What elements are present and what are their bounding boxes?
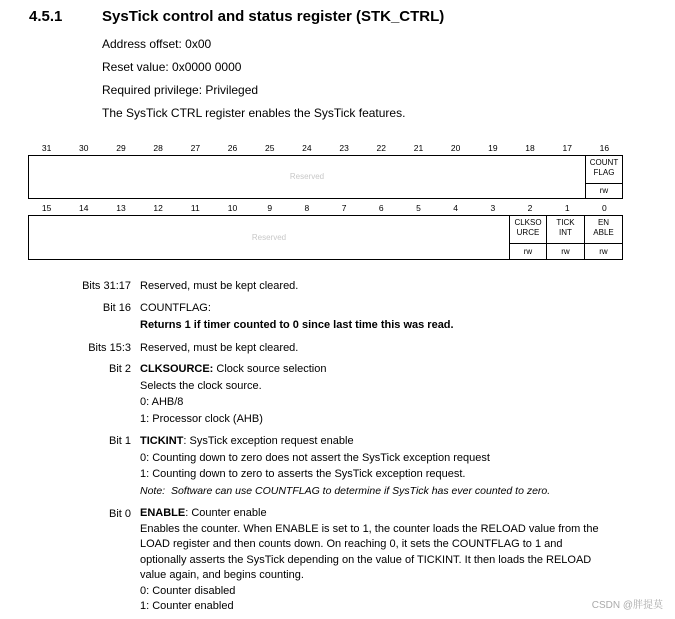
bit-number: 0 bbox=[602, 203, 607, 213]
bits-15-3-text: Reserved, must be kept cleared. bbox=[140, 342, 299, 354]
countflag-field bbox=[585, 155, 623, 184]
bit-number: 10 bbox=[227, 203, 238, 213]
bit-number: 15 bbox=[41, 203, 52, 213]
enable-field bbox=[584, 215, 623, 244]
countflag-detail: Returns 1 if timer counted to 0 since last time this was read. bbox=[140, 318, 454, 331]
bit-number: 5 bbox=[416, 203, 421, 213]
enable-label-2: ABLE bbox=[593, 228, 614, 237]
tickint-label-2: INT bbox=[559, 228, 572, 237]
bit-number: 17 bbox=[562, 143, 572, 153]
bit-number: 14 bbox=[79, 203, 89, 213]
clksource-label-1: CLKSO bbox=[514, 218, 542, 227]
clksource-access: rw bbox=[509, 243, 547, 260]
bits-31-17-text: Reserved, must be kept cleared. bbox=[140, 280, 299, 292]
tickint-field bbox=[546, 215, 585, 244]
enable-para-4: value again, and begins counting. bbox=[140, 569, 304, 581]
bit-16-label: Bit 16 bbox=[102, 302, 131, 314]
bit-number: 22 bbox=[376, 143, 387, 153]
enable-title: : Counter enable bbox=[185, 507, 267, 519]
bit-number: 20 bbox=[450, 143, 461, 153]
bit-0-desc bbox=[140, 506, 625, 615]
clksource-line-1: Selects the clock source. bbox=[140, 379, 262, 392]
bit-16-desc bbox=[140, 300, 625, 333]
bit-number: 13 bbox=[116, 203, 126, 213]
tickint-access: rw bbox=[546, 243, 585, 260]
clksource-title: Clock source selection bbox=[213, 363, 327, 375]
enable-line-1: 0: Counter disabled bbox=[140, 584, 236, 597]
tickint-note-text: Software can use COUNTFLAG to determine if SysTick has ever counted to zero. bbox=[170, 484, 551, 497]
bit-number: 18 bbox=[525, 143, 535, 153]
bit-number: 11 bbox=[190, 203, 200, 213]
register-summary: The SysTick CTRL register enables the SysTick features. bbox=[102, 106, 406, 120]
clksource-label-2: URCE bbox=[516, 228, 540, 237]
bit-number: 30 bbox=[79, 143, 89, 153]
upper-reserved-field bbox=[28, 155, 586, 199]
enable-label-1: EN bbox=[597, 218, 610, 227]
bit-number: 28 bbox=[153, 143, 163, 153]
bit-number: 21 bbox=[413, 143, 424, 153]
bit-2-label: Bit 2 bbox=[108, 363, 131, 375]
bit-number: 24 bbox=[302, 143, 312, 153]
enable-line-2: 1: Counter enabled bbox=[140, 600, 234, 612]
enable-access: rw bbox=[584, 243, 623, 260]
bit-number: 26 bbox=[227, 143, 238, 153]
bit-number: 6 bbox=[378, 203, 384, 213]
bit-number: 9 bbox=[267, 203, 273, 213]
bit-1-label: Bit 1 bbox=[108, 435, 131, 447]
bit-2-desc bbox=[140, 361, 625, 427]
lower-reserved-label: Reserved bbox=[251, 233, 287, 242]
required-privilege: Required privilege: Privileged bbox=[102, 83, 259, 97]
enable-para-3: optionally asserts the SysTick depending on the value of TICKINT. It then loads the RELOAD bbox=[140, 553, 592, 566]
bit-number: 2 bbox=[527, 203, 533, 213]
tickint-line-1: 0: Counting down to zero does not assert the SysTick exception request bbox=[140, 451, 490, 464]
bit-number: 3 bbox=[490, 203, 496, 213]
clksource-line-2: 0: AHB/8 bbox=[140, 396, 184, 408]
countflag-access: rw bbox=[585, 183, 623, 199]
section-number: 4.5.1 bbox=[29, 8, 63, 25]
enable-para-1: Enables the counter. When ENABLE is set to 1, the counter loads the RELOAD value from the bbox=[140, 522, 599, 535]
bit-number: 23 bbox=[339, 143, 349, 153]
bit-0-label: Bit 0 bbox=[108, 508, 131, 520]
bit-number: 19 bbox=[488, 143, 498, 153]
enable-para-2: LOAD register and then counts down. On reaching 0, it sets the COUNTFLAG to 1 and bbox=[140, 538, 563, 550]
bit-number: 4 bbox=[453, 203, 459, 213]
bit-number: 16 bbox=[599, 143, 610, 153]
bits-15-3-label: Bits 15:3 bbox=[88, 342, 131, 354]
tickint-line-2: 1: Counting down to zero to asserts the SysTick exception request. bbox=[140, 468, 466, 480]
clksource-field bbox=[509, 215, 547, 244]
bit-number: 29 bbox=[116, 143, 126, 153]
bit-number: 12 bbox=[153, 203, 163, 213]
section-title: SysTick control and status register (STK_CTRL) bbox=[102, 8, 445, 25]
bit-number: 1 bbox=[564, 203, 570, 213]
bits-31-17-label: Bits 31:17 bbox=[82, 280, 131, 292]
countflag-label-1: COUNT bbox=[589, 158, 619, 167]
bit-number: 8 bbox=[304, 203, 310, 213]
tickint-note-label: Note: bbox=[140, 484, 166, 497]
clksource-name: CLKSOURCE: bbox=[140, 363, 214, 375]
bit-1-desc bbox=[140, 433, 625, 499]
countflag-name: COUNTFLAG: bbox=[140, 302, 211, 314]
clksource-line-3: 1: Processor clock (AHB) bbox=[140, 412, 263, 425]
watermark: CSDN @胖提莫 bbox=[591, 600, 663, 611]
countflag-label-2: FLAG bbox=[593, 168, 615, 177]
address-offset: Address offset: 0x00 bbox=[102, 37, 212, 51]
lower-reserved-field bbox=[28, 215, 510, 260]
bit-number: 31 bbox=[41, 143, 52, 153]
tickint-name: TICKINT bbox=[140, 435, 184, 447]
upper-reserved-label: Reserved bbox=[289, 172, 325, 181]
bit-number: 7 bbox=[341, 203, 347, 213]
tickint-label-1: TICK bbox=[556, 218, 575, 227]
tickint-title: : SysTick exception request enable bbox=[183, 435, 354, 447]
enable-name: ENABLE bbox=[140, 507, 186, 519]
bit-number: 27 bbox=[190, 143, 201, 153]
reset-value: Reset value: 0x0000 0000 bbox=[102, 60, 242, 74]
bit-number: 25 bbox=[264, 143, 275, 153]
